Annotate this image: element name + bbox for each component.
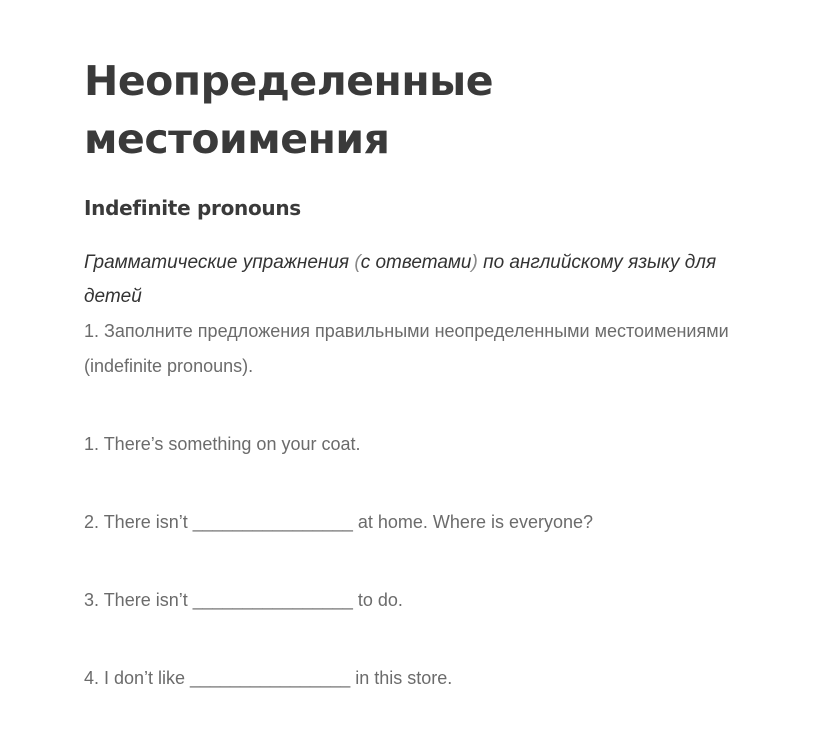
intro-paren-open: ( [354, 252, 361, 273]
exercise-item: 3. There isn’t ________________ to do. [84, 590, 403, 610]
exercise-item: 1. There’s something on your coat. [84, 434, 361, 454]
page-title: Неопределенные местоимения [84, 57, 494, 163]
intro-paren-close: ) [471, 252, 478, 273]
intro-text [84, 246, 764, 314]
intro-text-part: с ответами [360, 252, 472, 273]
task-instruction: 1. Заполните предложения правильными неопределенными местоимениями (indefinite pronouns). [84, 321, 729, 376]
intro-text-part: по английскому языку для детей [84, 252, 717, 307]
exercise-item: 2. There isn’t ________________ at home. Where is everyone? [84, 512, 594, 532]
article-content [84, 52, 764, 695]
exercise-item: 4. I don’t like ________________ in this store. [84, 668, 453, 688]
page-subtitle: Indefinite pronouns [84, 196, 301, 220]
intro-text-part: Грамматические упражнения [84, 252, 355, 273]
